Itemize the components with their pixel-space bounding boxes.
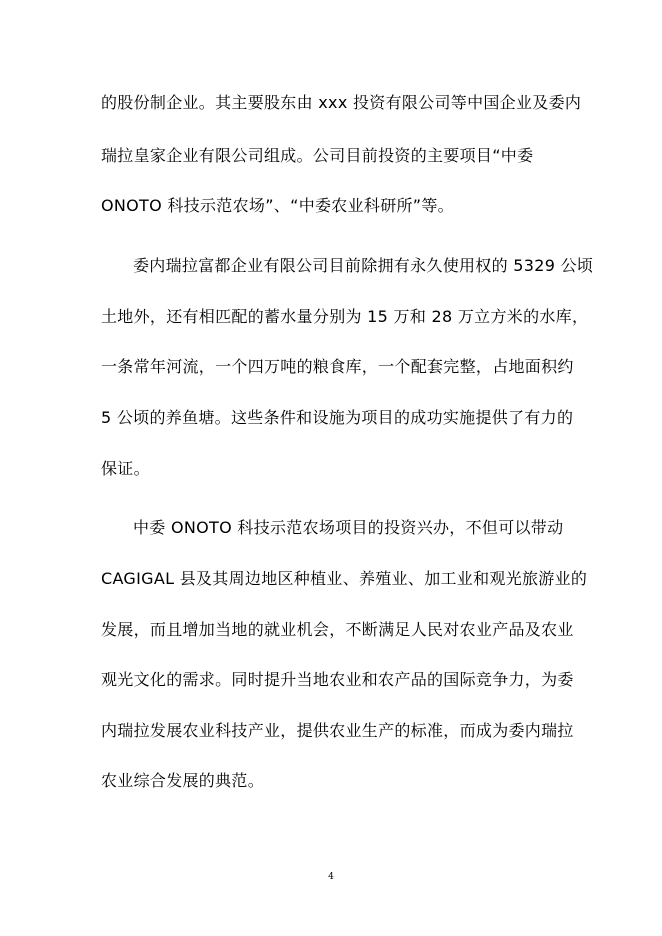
paragraph-1-line-2: 瑞拉皇家企业有限公司组成。公司目前投资的主要项目“中委 [101, 146, 534, 165]
paragraph-3-line-5: 内瑞拉发展农业科技产业，提供农业生产的标准，而成为委内瑞拉 [101, 721, 574, 740]
paragraph-2-line-4: 5 公顷的养鱼塘。这些条件和设施为项目的成功实施提供了有力的 [101, 408, 574, 427]
paragraph-2-line-5: 保证。 [101, 459, 150, 478]
paragraph-1-line-1: 的股份制企业。其主要股东由 xxx 投资有限公司等中国企业及委内 [101, 93, 582, 112]
paragraph-3-line-3: 发展，而且增加当地的就业机会，不断满足人民对农业产品及农业 [101, 620, 574, 639]
page-number: 4 [328, 872, 334, 882]
paragraph-2-line-1: 委内瑞拉富都企业有限公司目前除拥有永久使用权的 5329 公顷 [133, 256, 594, 275]
paragraph-3-line-2: CAGIGAL 县及其周边地区种植业、养殖业、加工业和观光旅游业的 [101, 569, 588, 588]
paragraph-3-line-4: 观光文化的需求。同时提升当地农业和农产品的国际竞争力，为委 [101, 670, 574, 689]
paragraph-2-line-3: 一条常年河流，一个四万吨的粮食库，一个配套完整，占地面积约 [101, 357, 574, 376]
paragraph-2-line-2: 土地外，还有相匹配的蓄水量分别为 15 万和 28 万立方米的水库， [101, 307, 589, 326]
paragraph-3-line-1: 中委 ONOTO 科技示范农场项目的投资兴办，不但可以带动 [133, 518, 564, 537]
paragraph-1-line-3: ONOTO 科技示范农场”、“中委农业科研所”等。 [101, 196, 454, 215]
paragraph-3-line-6: 农业综合发展的典范。 [101, 771, 265, 790]
